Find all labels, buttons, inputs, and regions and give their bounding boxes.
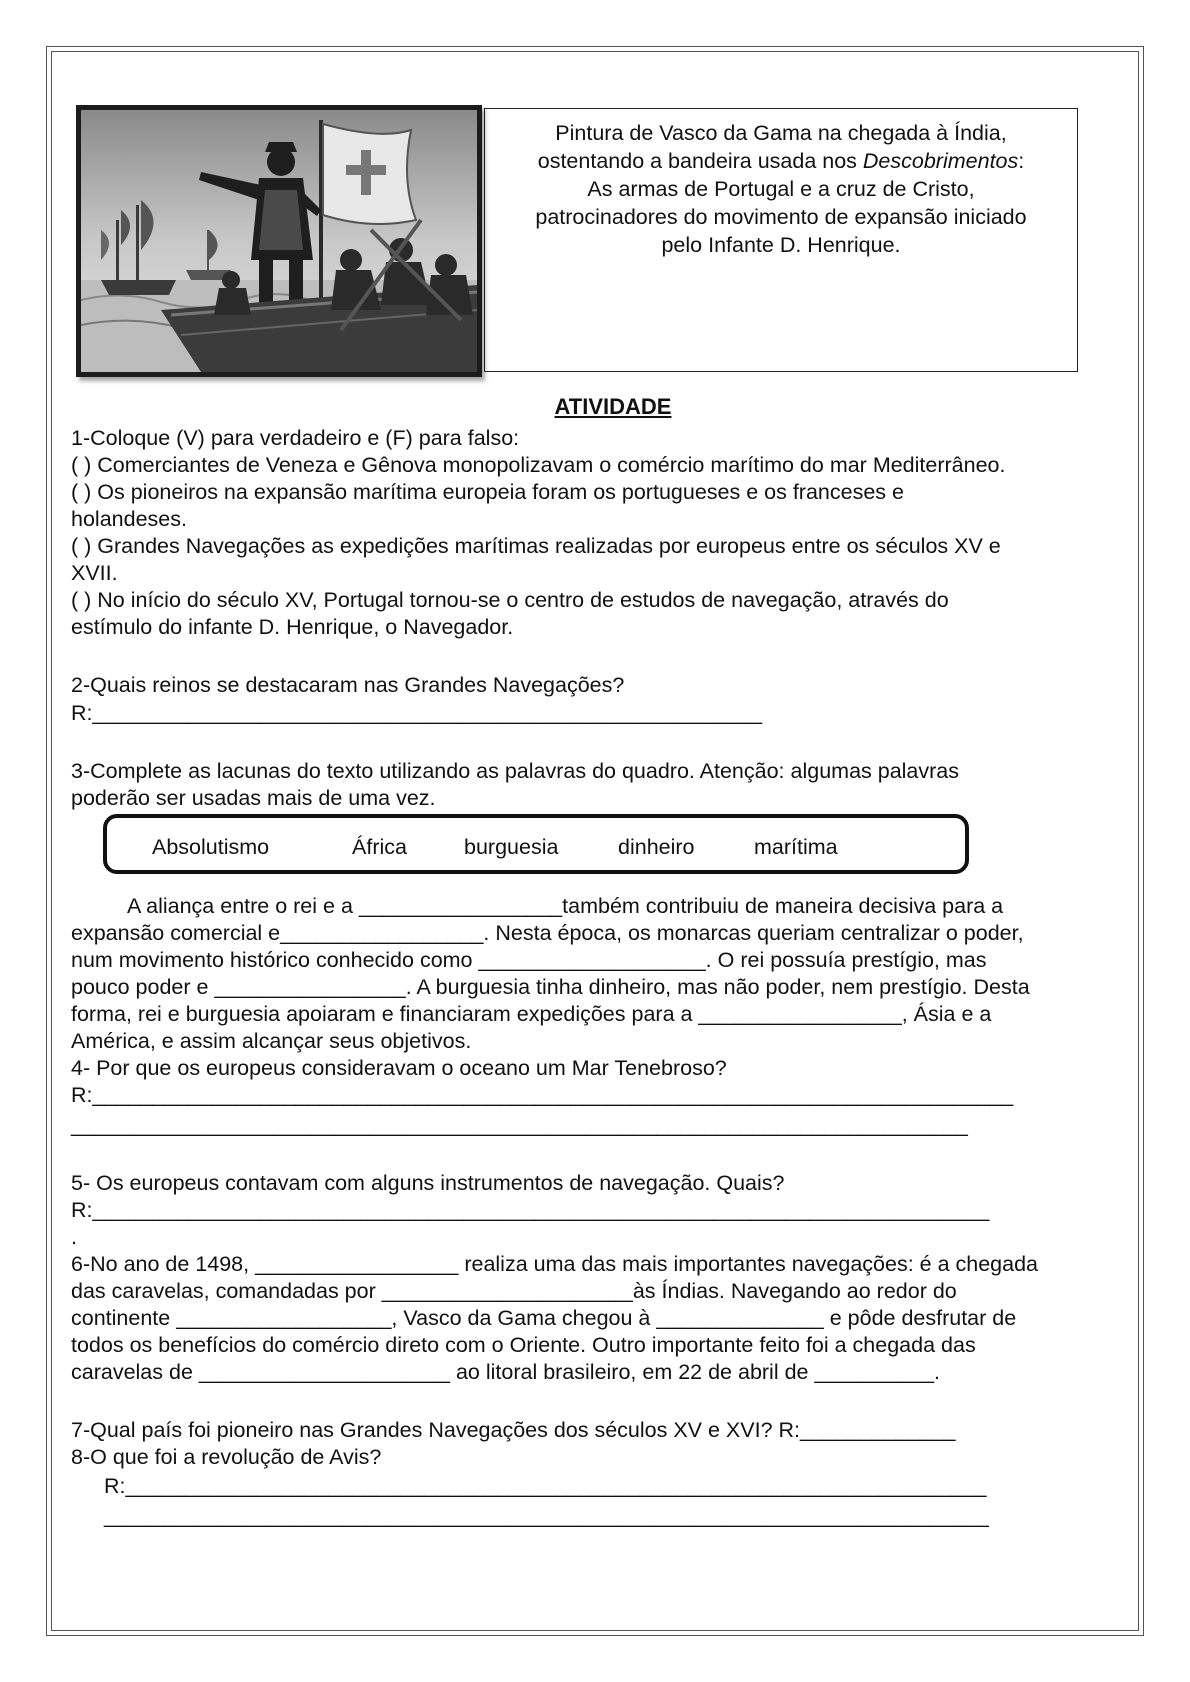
q1-statement: XVII.: [71, 561, 118, 585]
q5-answer-line[interactable]: R:___________________________________________________________________________: [71, 1198, 990, 1222]
q1-statement: ( ) Comerciantes de Veneza e Gênova monopolizavam o comércio marítimo do mar Mediterrâneo.: [71, 453, 1006, 477]
caption-text: :: [1018, 149, 1025, 173]
q1-statement: ( ) Grandes Navegações as expedições marítimas realizadas por europeus entre os séculos XV e: [71, 534, 1001, 558]
caption-line: pelo Infante D. Henrique.: [661, 233, 901, 257]
q4-prompt: 4- Por que os europeus consideravam o oceano um Mar Tenebroso?: [71, 1056, 727, 1080]
q4-answer-line[interactable]: ___________________________________________________________________________: [71, 1113, 968, 1137]
q8-prompt: 8-O que foi a revolução de Avis?: [71, 1445, 382, 1469]
q3-paragraph-line: pouco poder e ________________. A burguesia tinha dinheiro, mas não poder, nem prestígio. Desta: [71, 975, 1030, 999]
word-bank: [103, 814, 969, 874]
word-bank-item: dinheiro: [618, 835, 695, 859]
q1-statement: ( ) No início do século XV, Portugal tornou-se o centro de estudos de navegação, através do: [71, 588, 949, 612]
q5-dot: .: [71, 1225, 77, 1249]
q6-paragraph-line: todos os benefícios do comércio direto com o Oriente. Outro importante feito foi a chegada das: [71, 1333, 976, 1357]
q8-answer-line[interactable]: R:________________________________________________________________________: [104, 1474, 987, 1498]
q7-prompt: 7-Qual país foi pioneiro nas Grandes Navegações dos séculos XV e XVI? R:_____________: [71, 1418, 956, 1442]
q6-paragraph-line: das caravelas, comandadas por _____________________às Índias. Navegando ao redor do: [71, 1279, 957, 1303]
q8-answer-line[interactable]: __________________________________________________________________________: [104, 1504, 989, 1528]
caption-line: patrocinadores do movimento de expansão iniciado: [535, 205, 1027, 229]
word-bank-item: África: [352, 835, 407, 859]
q1-statement: holandeses.: [71, 507, 187, 531]
q3-paragraph-line: América, e assim alcançar seus objetivos.: [71, 1029, 472, 1053]
q1-statement: estímulo do infante D. Henrique, o Navegador.: [71, 615, 514, 639]
q2-answer-line[interactable]: R:________________________________________________________: [71, 701, 763, 725]
vasco-da-gama-painting: [76, 105, 482, 377]
word-bank-item: marítima: [754, 835, 838, 859]
q3-paragraph-line: num movimento histórico conhecido como ___________________. O rei possuía prestígio, mas: [71, 948, 987, 972]
q1-statement: ( ) Os pioneiros na expansão marítima europeia foram os portugueses e os franceses e: [71, 480, 904, 504]
q6-paragraph-line: caravelas de _____________________ ao litoral brasileiro, em 22 de abril de __________.: [71, 1360, 941, 1384]
caption-line: [501, 147, 1061, 175]
caption-line: As armas de Portugal e a cruz de Cristo,: [587, 177, 975, 201]
q3-prompt: poderão ser usadas mais de uma vez.: [71, 786, 436, 810]
caption-line: Pintura de Vasco da Gama na chegada à Índia,: [555, 121, 1007, 145]
q5-prompt: 5- Os europeus contavam com alguns instrumentos de navegação. Quais?: [71, 1171, 785, 1195]
q2-prompt: 2-Quais reinos se destacaram nas Grandes Navegações?: [71, 673, 625, 697]
q3-paragraph-line: expansão comercial e_________________. Nesta época, os monarcas queriam centralizar o poder,: [71, 921, 1024, 945]
q6-paragraph-line: continente __________________, Vasco da Gama chegou à ______________ e pôde desfrutar de: [71, 1306, 1017, 1330]
caption-emphasis: Descobrimentos: [862, 149, 1019, 173]
activity-title: ATIVIDADE: [554, 394, 672, 419]
q4-answer-line[interactable]: R:_____________________________________________________________________________: [71, 1083, 1014, 1107]
painting-caption-box: [484, 108, 1078, 372]
q6-paragraph-line: 6-No ano de 1498, _________________ realiza uma das mais importantes navegações: é a chegada: [71, 1252, 1038, 1276]
caption-text: ostentando a bandeira usada nos: [537, 149, 863, 173]
q3-paragraph-line: A aliança entre o rei e a _________________também contribuiu de maneira decisiva para a: [127, 894, 1004, 918]
word-bank-item: burguesia: [464, 835, 559, 859]
q3-prompt: 3-Complete as lacunas do texto utilizando as palavras do quadro. Atenção: algumas palavras: [71, 759, 960, 783]
word-bank-item: Absolutismo: [152, 835, 270, 859]
q1-prompt: 1-Coloque (V) para verdadeiro e (F) para falso:: [71, 426, 520, 450]
q3-paragraph-line: forma, rei e burguesia apoiaram e financiaram expedições para a _________________, Ásia e a: [71, 1002, 992, 1026]
